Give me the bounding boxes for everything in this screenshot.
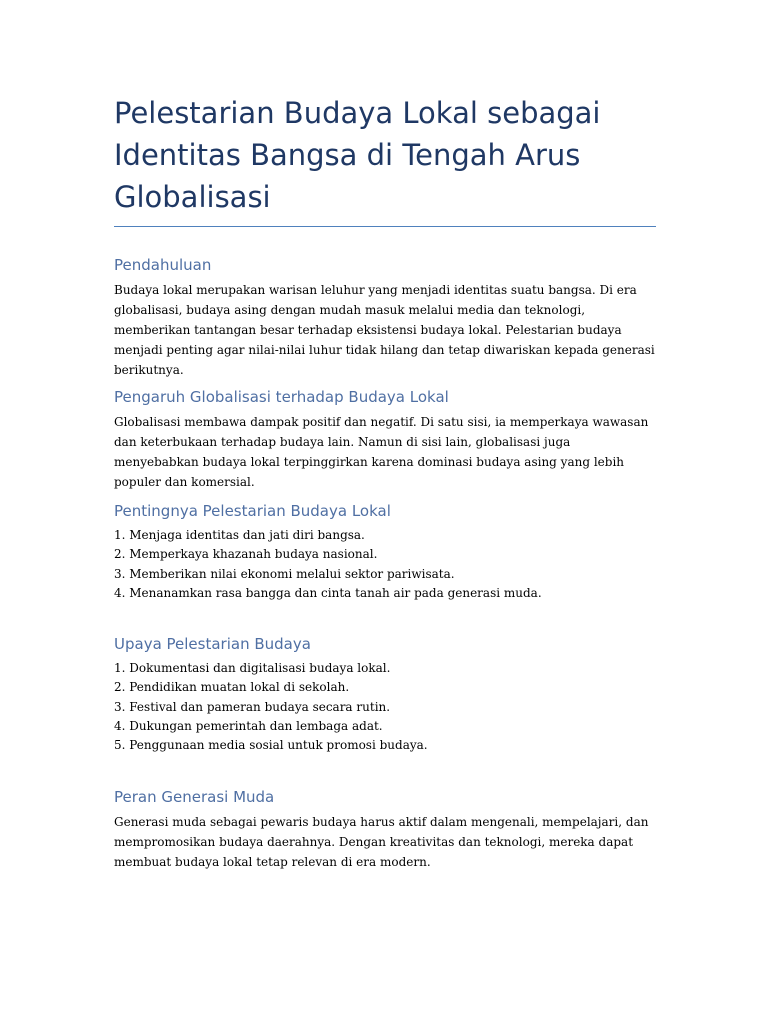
section-heading: Peran Generasi Muda [114, 788, 275, 806]
title-divider [114, 226, 656, 227]
section-heading: Pengaruh Globalisasi terhadap Budaya Lokal [114, 388, 449, 406]
section-paragraph: Budaya lokal merupakan warisan leluhur yang menjadi identitas suatu bangsa. Di era globalisasi, budaya asing dengan mudah masuk melalui media dan teknologi, memberikan tantangan besar terhadap eksistensi budaya lokal. Pelestarian budaya menjadi penting agar nilai-nilai luhur tidak hilang dan tetap diwariskan kepada generasi berikutnya. [114, 283, 655, 377]
list-item: 4. Menanamkan rasa bangga dan cinta tanah air pada generasi muda. [114, 585, 542, 600]
list-item: 5. Penggunaan media sosial untuk promosi budaya. [114, 738, 428, 753]
list-item: 1. Dokumentasi dan digitalisasi budaya lokal. [114, 661, 391, 675]
section-paragraph: Generasi muda sebagai pewaris budaya harus aktif dalam mengenali, mempelajari, dan mempromosikan budaya daerahnya. Dengan kreativitas dan teknologi, mereka dapat membuat budaya lokal tetap relevan di era modern. [114, 815, 649, 869]
list-item: 3. Festival dan pameran budaya secara rutin. [114, 699, 391, 714]
section-heading: Upaya Pelestarian Budaya [114, 635, 311, 653]
document-page [114, 92, 656, 227]
numbered-list [114, 526, 656, 603]
list-item: 1. Menjaga identitas dan jati diri bangsa. [114, 528, 365, 542]
section-upaya-pelestarian [114, 634, 656, 755]
list-item: 2. Pendidikan muatan lokal di sekolah. [114, 680, 350, 695]
section-heading: Pentingnya Pelestarian Budaya Lokal [114, 502, 391, 520]
list-item: 4. Dukungan pemerintah dan lembaga adat. [114, 718, 383, 733]
document-title: Pelestarian Budaya Lokal sebagai Identitas Bangsa di Tengah Arus Globalisasi [114, 96, 601, 214]
section-pentingnya-pelestarian [114, 501, 656, 603]
numbered-list [114, 659, 656, 755]
section-pendahuluan [114, 255, 656, 380]
section-heading: Pendahuluan [114, 256, 212, 274]
list-item: 3. Memberikan nilai ekonomi melalui sektor pariwisata. [114, 566, 455, 581]
section-paragraph: Globalisasi membawa dampak positif dan negatif. Di satu sisi, ia memperkaya wawasan dan keterbukaan terhadap budaya lain. Namun di sisi lain, globalisasi juga menyebabkan budaya lokal terpinggirkan karena dominasi budaya asing yang lebih populer dan komersial. [114, 415, 649, 489]
section-peran-generasi-muda [114, 787, 656, 872]
list-item: 2. Memperkaya khazanah budaya nasional. [114, 547, 378, 562]
section-pengaruh-globalisasi [114, 387, 656, 492]
